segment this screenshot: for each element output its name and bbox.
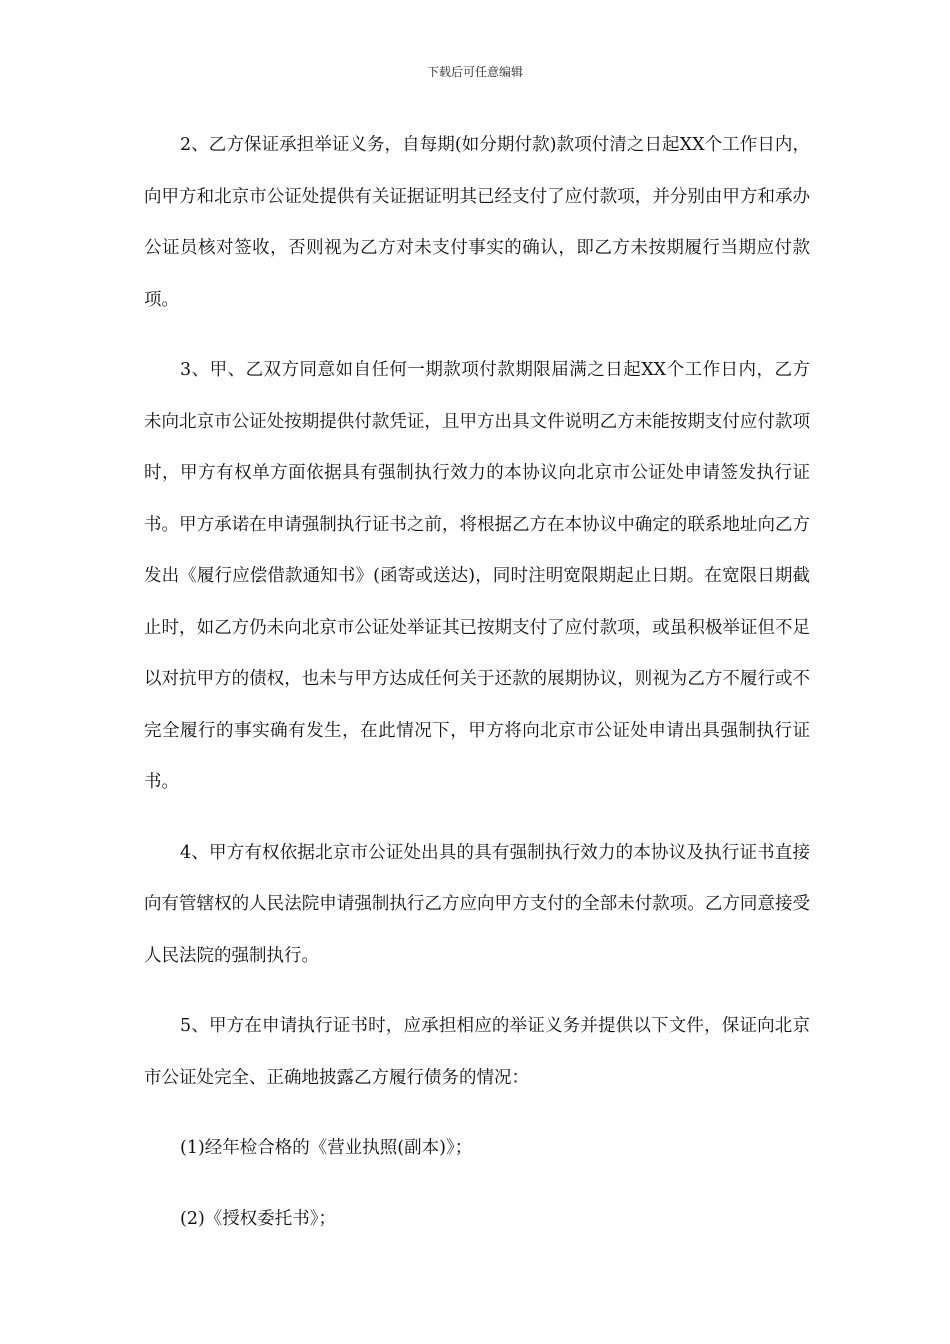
list-item-business-license: (1)经年检合格的《营业执照(副本)》； bbox=[180, 1138, 473, 1158]
list-item-power-of-attorney: (2)《授权委托书》； bbox=[180, 1208, 337, 1229]
paragraph-clause-2: 2、乙方保证承担举证义务，自每期(如分期付款)款项付清之日起XX个工作日内，向甲方和北京市公证处提供有关证据证明其已经支付了应付款项，并分别由甲方和承办公证员核对签收，否则视为乙方对未支付事实的确认，即乙方未按期履行当期应付款项。 bbox=[144, 135, 810, 310]
paragraph-clause-3: 3、甲、乙双方同意如自任何一期款项付款期限届满之日起XX个工作日内，乙方未向北京市公证处按期提供付款凭证，且甲方出具文件说明乙方未能按期支付应付款项时，甲方有权单方面依据具有强制执行效力的本协议向北京市公证处申请签发执行证书。甲方承诺在申请强制执行证书之前，将根据乙方在本协议中确定的联系地址向乙方发出《履行应偿借款通知书》(函寄或送达)，同时注明宽限期起止日期。在宽限日期截止时，如乙方仍未向北京市公证处举证其已按期支付了应付款项，或虽积极举证但不足以对抗甲方的债权，也未与甲方达成任何关于还款的展期协议，则视为乙方不履行或不完全履行的事实确有发生，在此情况下，甲方将向北京市公证处申请出具强制执行证书。 bbox=[144, 360, 810, 792]
paragraph-clause-5: 5、甲方在申请执行证书时，应承担相应的举证义务并提供以下文件，保证向北京市公证处完全、正确地披露乙方履行债务的情况： bbox=[144, 1016, 810, 1088]
header-note: 下载后可任意编辑 bbox=[426, 65, 523, 79]
paragraph-clause-4: 4、甲方有权依据北京市公证处出具的具有强制执行效力的本协议及执行证书直接向有管辖权的人民法院申请强制执行乙方应向甲方支付的全部未付款项。乙方同意接受人民法院的强制执行。 bbox=[144, 842, 810, 966]
document-body bbox=[144, 120, 810, 1245]
